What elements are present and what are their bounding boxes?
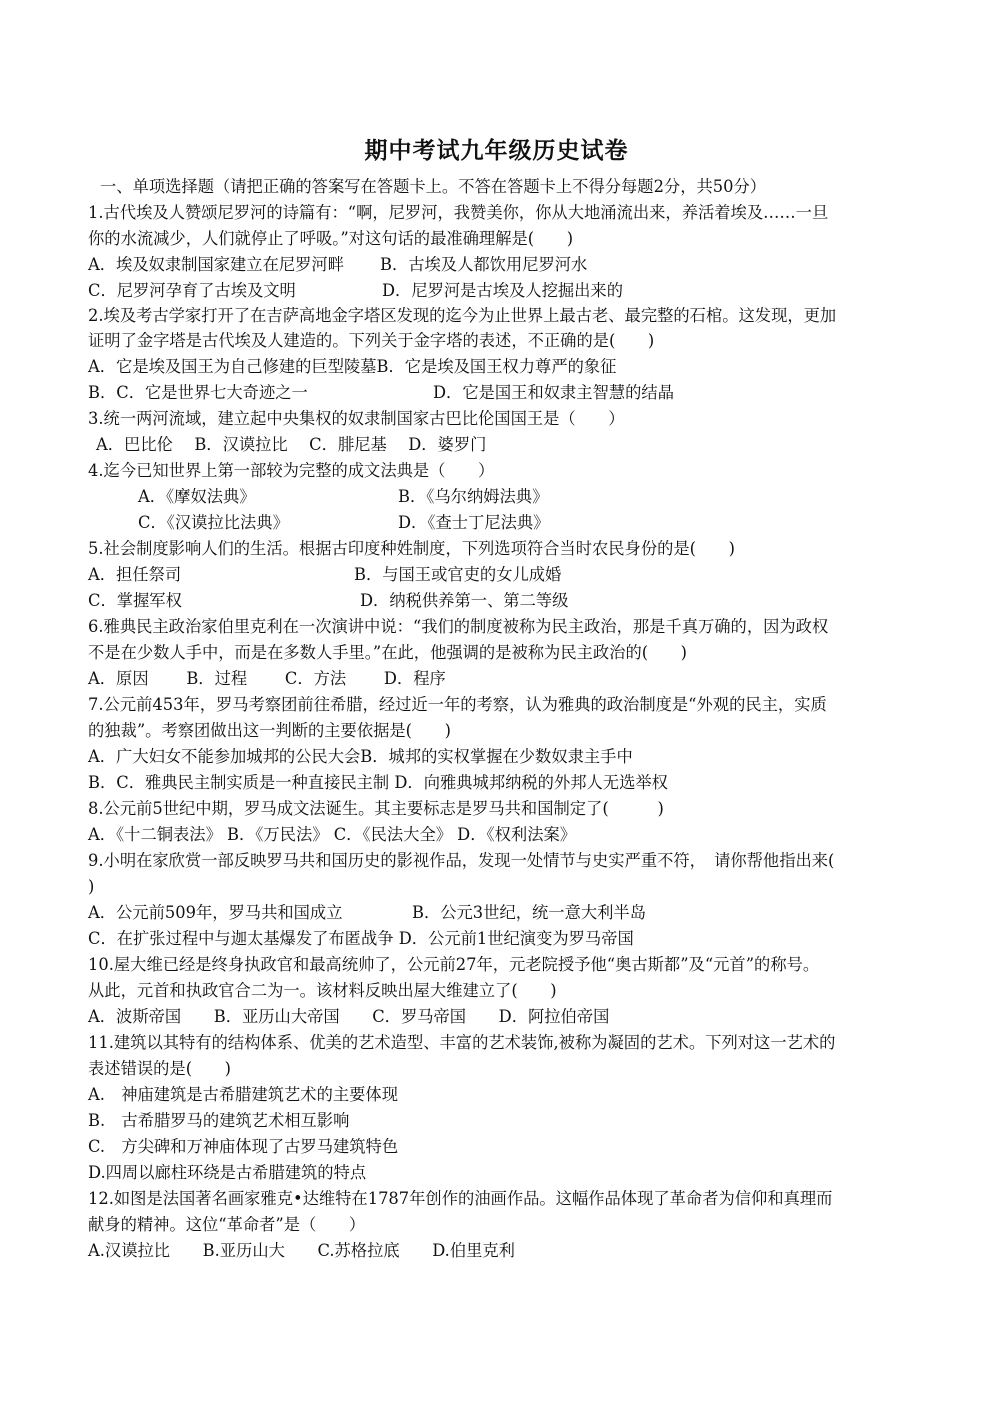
q9-options-cd: C．在扩张过程中与迦太基爆发了布匿战争 D．公元前1世纪演变为罗马帝国 (88, 929, 634, 948)
q6-options: A．原因 B．过程 C．方法 D．程序 (88, 669, 446, 688)
q7-stem-line1: 7.公元前453年，罗马考察团前往希腊，经过近一年的考察，认为雅典的政治制度是“外观的民主，实质 (88, 695, 827, 714)
q5-option-b: B．与国王或官吏的女儿成婚 (354, 565, 562, 584)
q5-option-d: D．纳税供养第一、第二等级 (360, 591, 569, 610)
q4-option-a: A．《摩奴法典》 (138, 487, 256, 506)
q11-option-b: B. 古希腊罗马的建筑艺术相互影响 (88, 1111, 350, 1130)
q12-stem-line1: 12.如图是法国著名画家雅克•达维特在1787年创作的油画作品。这幅作品体现了革命者为信仰和真理而 (88, 1189, 833, 1208)
q12-options: A.汉谟拉比 B.亚历山大 C.苏格拉底 D.伯里克利 (88, 1241, 515, 1260)
page-title: 期中考试九年级历史试卷 (364, 137, 629, 164)
q9-option-a: A．公元前509年，罗马共和国成立 (88, 903, 343, 922)
q8-stem: 8.公元前5世纪中期，罗马成文法诞生。其主要标志是罗马共和国制定了( ) (88, 799, 664, 818)
q11-option-d: D.四周以廊柱环绕是古希腊建筑的特点 (88, 1163, 367, 1182)
q7-options-ab: A．广大妇女不能参加城邦的公民大会B．城邦的实权掌握在少数奴隶主手中 (88, 747, 633, 766)
q7-stem-line2: 的独裁”。考察团做出这一判断的主要依据是( ) (88, 721, 451, 740)
q10-options: A．波斯帝国 B．亚历山大帝国 C．罗马帝国 D．阿拉伯帝国 (88, 1007, 610, 1026)
q2-stem-line2: 证明了金字塔是古代埃及人建造的。下列关于金字塔的表述，不正确的是( ) (88, 331, 655, 350)
q11-stem-line1: 11.建筑以其特有的结构体系、优美的艺术造型、丰富的艺术装饰,被称为凝固的艺术。下列对这一艺术的 (88, 1033, 836, 1052)
q2-stem-line1: 2.埃及考古学家打开了在吉萨高地金字塔区发现的迄今为止世界上最古老、最完整的石棺。这发现，更加 (88, 306, 837, 325)
q1-stem-line1: 1.古代埃及人赞颂尼罗河的诗篇有：“啊，尼罗河，我赞美你，你从大地涌流出来，养活着埃及……一旦 (88, 203, 829, 222)
q6-stem-line2: 不是在少数人手中，而是在多数人手里。”在此，他强调的是被称为民主政治的( ) (88, 643, 688, 662)
q1-option-a: A．埃及奴隶制国家建立在尼罗河畔 (88, 255, 344, 274)
q4-option-b: B．《乌尔纳姆法典》 (398, 487, 549, 506)
q1-option-d: D．尼罗河是古埃及人挖掘出来的 (382, 281, 623, 300)
q2-option-c: B．C．它是世界七大奇迹之一 (88, 383, 308, 402)
q3-options: A．巴比伦 B．汉谟拉比 C．腓尼基 D．婆罗门 (96, 435, 487, 454)
q9-option-b: B．公元3世纪，统一意大利半岛 (412, 903, 646, 922)
q11-option-c: C. 方尖碑和万神庙体现了古罗马建筑特色 (88, 1137, 399, 1156)
q1-option-b: B．古埃及人都饮用尼罗河水 (380, 255, 588, 274)
q5-option-c: C．掌握军权 (88, 591, 182, 610)
q2-option-d: D．它是国王和奴隶主智慧的结晶 (433, 383, 674, 402)
q6-stem-line1: 6.雅典民主政治家伯里克利在一次演讲中说：“我们的制度被称为民主政治，那是千真万确的，因为政权 (88, 617, 829, 636)
q10-stem-line1: 10.屋大维已经是终身执政官和最高统帅了，公元前27年，元老院授予他“奥古斯都”及“元首”的称号。 (88, 955, 820, 974)
q10-stem-line2: 从此，元首和执政官合二为一。该材料反映出屋大维建立了( ) (88, 981, 557, 1000)
section-heading: 一、单项选择题（请把正确的答案写在答题卡上。不答在答题卡上不得分每题2分，共50分） (100, 177, 767, 196)
q11-option-a: A. 神庙建筑是古希腊建筑艺术的主要体现 (88, 1085, 398, 1104)
q4-option-d: D．《查士丁尼法典》 (398, 513, 550, 532)
q4-stem: 4.迄今已知世界上第一部较为完整的成文法典是（ ） (88, 461, 495, 480)
q4-option-c: C．《汉谟拉比法典》 (138, 513, 289, 532)
q1-option-c: C．尼罗河孕育了古埃及文明 (88, 281, 296, 300)
q5-stem: 5.社会制度影响人们的生活。根据古印度种姓制度，下列选项符合当时农民身份的是( ) (88, 539, 735, 558)
q3-stem: 3.统一两河流域，建立起中央集权的奴隶制国家古巴比伦国国王是（ ） (88, 409, 625, 428)
q1-stem-line2: 你的水流减少，人们就停止了呼吸。”对这句话的最准确理解是( ) (88, 229, 574, 248)
q7-options-cd: B．C．雅典民主制实质是一种直接民主制 D．向雅典城邦纳税的外邦人无选举权 (88, 773, 668, 792)
q11-stem-line2: 表述错误的是( ) (88, 1059, 231, 1078)
q8-options: A．《十二铜表法》 B．《万民法》 C．《民法大全》 D．《权利法案》 (88, 825, 577, 844)
q9-stem-line1: 9.小明在家欣赏一部反映罗马共和国历史的影视作品，发现一处情节与史实严重不符， 请你帮他指出来( (88, 851, 835, 870)
q9-stem-line2: ) (88, 877, 95, 896)
q2-options-ab: A．它是埃及国王为自己修建的巨型陵墓B．它是埃及国王权力尊严的象征 (88, 357, 617, 376)
q12-stem-line2: 献身的精神。这位“革命者”是（ ） (88, 1215, 366, 1234)
q5-option-a: A．担任祭司 (88, 565, 182, 584)
